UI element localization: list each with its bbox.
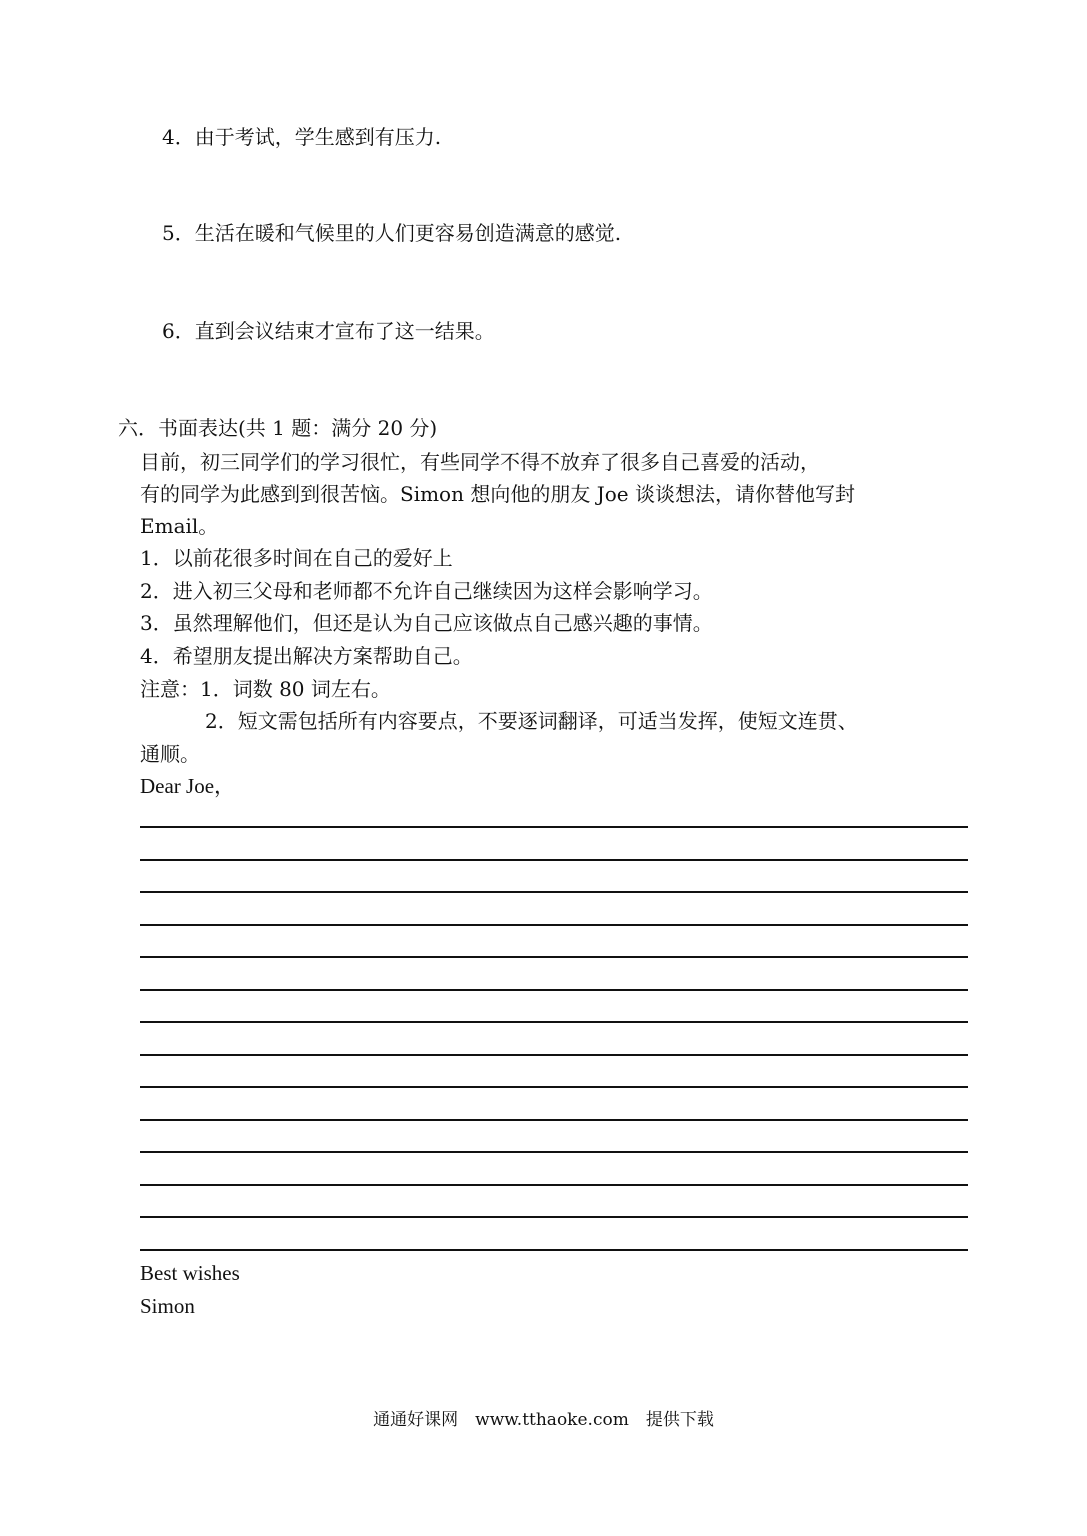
item-number: 4． xyxy=(162,125,195,149)
writing-line xyxy=(140,1086,968,1088)
intro-line-3: Email。 xyxy=(140,514,219,538)
writing-line xyxy=(140,956,968,958)
translation-item-5 xyxy=(162,220,621,246)
item-text: 直到会议结束才宣布了这一结果。 xyxy=(194,319,495,343)
salutation: Dear Joe， xyxy=(140,774,236,798)
note-line-3: 通顺。 xyxy=(140,742,200,766)
writing-line xyxy=(140,859,968,861)
item-number: 6． xyxy=(162,319,195,343)
writing-line xyxy=(140,1119,968,1121)
page-footer: 通通好课网 www.tthaoke.com 提供下载 xyxy=(373,1410,714,1430)
translation-item-4 xyxy=(162,124,441,150)
translation-item-6 xyxy=(162,318,495,344)
intro-line-2: 有的同学为此感到到很苦恼。Simon 想向他的朋友 Joe 谈谈想法，请你替他写封 xyxy=(140,482,855,506)
content-point-3: 3．虽然理解他们，但还是认为自己应该做点自己感兴趣的事情。 xyxy=(140,611,713,635)
note-line-2: 2．短文需包括所有内容要点，不要逐词翻译，可适当发挥，使短文连贯、 xyxy=(205,709,858,733)
writing-line xyxy=(140,826,968,828)
writing-line xyxy=(140,1216,968,1218)
signature: Simon xyxy=(140,1294,195,1318)
item-number: 5． xyxy=(162,221,195,245)
closing: Best wishes xyxy=(140,1261,240,1285)
writing-line xyxy=(140,989,968,991)
item-text: 由于考试，学生感到有压力. xyxy=(194,125,442,149)
content-point-2: 2．进入初三父母和老师都不允许自己继续因为这样会影响学习。 xyxy=(140,579,713,603)
writing-line xyxy=(140,891,968,893)
writing-line xyxy=(140,1249,968,1251)
content-point-4: 4．希望朋友提出解决方案帮助自己。 xyxy=(140,644,473,668)
writing-line xyxy=(140,1054,968,1056)
writing-line xyxy=(140,1151,968,1153)
writing-line xyxy=(140,924,968,926)
item-text: 生活在暖和气候里的人们更容易创造满意的感觉. xyxy=(194,221,622,245)
content-point-1: 1．以前花很多时间在自己的爱好上 xyxy=(140,546,453,570)
intro-line-1: 目前，初三同学们的学习很忙，有些同学不得不放弃了很多自己喜爱的活动， xyxy=(140,450,820,474)
section-heading: 六．书面表达(共 1 题：满分 20 分) xyxy=(118,416,438,440)
writing-line xyxy=(140,1184,968,1186)
writing-line xyxy=(140,1021,968,1023)
note-line-1: 注意：1．词数 80 词左右。 xyxy=(140,677,391,701)
